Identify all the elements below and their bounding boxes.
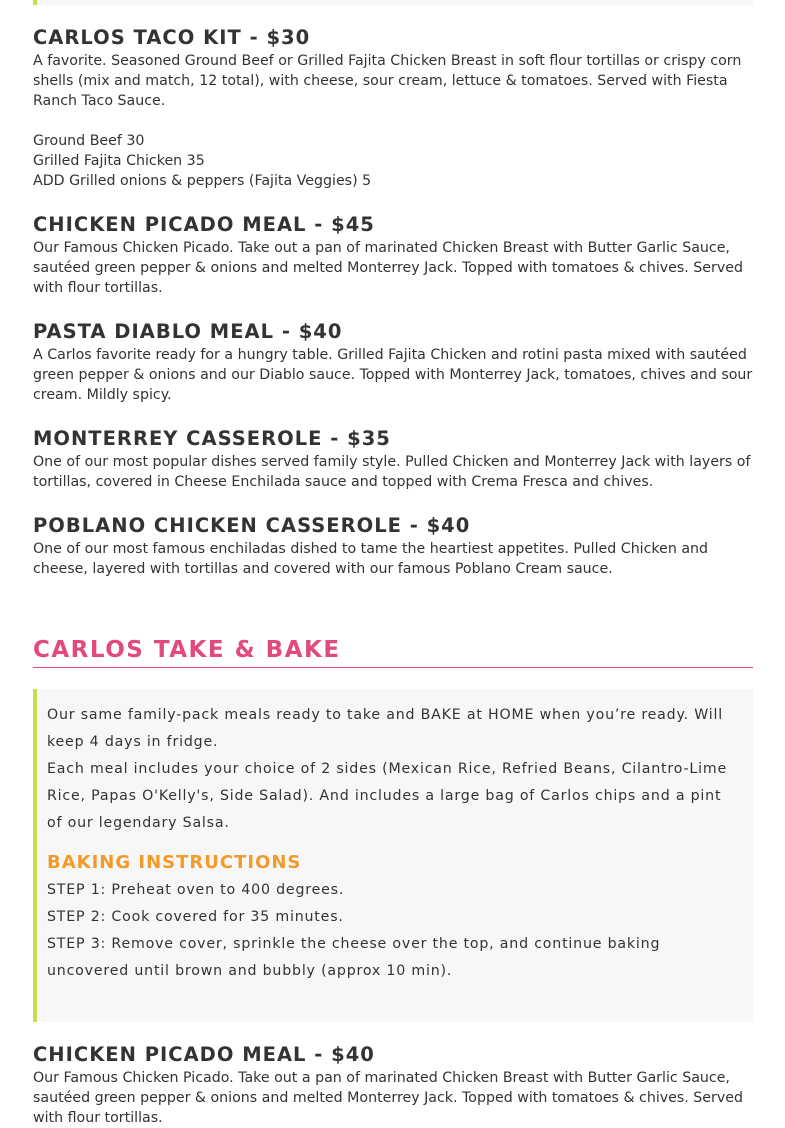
baking-step: STEP 3: Remove cover, sprinkle the cheese over the top, and continue baking uncovered until brown and bubbly (approx 10 min). — [47, 936, 661, 979]
menu-item-title: CHICKEN PICADO MEAL - $45 — [33, 213, 375, 236]
baking-steps — [47, 877, 753, 985]
menu-item-description: A Carlos favorite ready for a hungry table. Grilled Fajita Chicken and rotini pasta mixed with sautéed green pepper & onions and our Diablo sauce. Topped with Monterrey Jack, tomatoes, chives and sour cream. Mildly spicy. — [33, 347, 753, 403]
callout-intro: Our same family-pack meals ready to take and BAKE at HOME when you’re ready. Will keep 4 days in fridge. — [47, 707, 724, 750]
baking-instructions-heading: BAKING INSTRUCTIONS — [47, 852, 302, 873]
section-heading — [33, 636, 753, 668]
callout-sides: Each meal includes your choice of 2 sides (Mexican Rice, Refried Beans, Cilantro-Lime Rice, Papas O'Kelly's, Side Salad). And includes a large bag of Carlos chips and a pint of our legendary Salsa. — [47, 761, 727, 831]
menu-item-description: One of our most famous enchiladas dished to tame the heartiest appetites. Pulled Chicken and cheese, layered with tortillas and covered with our famous Poblano Cream sauce. — [33, 541, 709, 577]
menu-item-description: A favorite. Seasoned Ground Beef or Grilled Fajita Chicken Breast in soft flour tortillas or crispy corn shells (mix and match, 12 total), with cheese, sour cream, lettuce & tomatoes. Served with Fiesta Ranch Taco Sauce. — [33, 53, 742, 109]
menu-item-description: One of our most popular dishes served family style. Pulled Chicken and Monterrey Jack with layers of tortillas, covered in Cheese Enchilada sauce and topped with Crema Fresca and chives. — [33, 454, 751, 490]
menu-item-title: CHICKEN PICADO MEAL - $40 — [33, 1043, 375, 1066]
menu-item-title: POBLANO CHICKEN CASSEROLE - $40 — [33, 514, 471, 537]
price-option: Grilled Fajita Chicken 35 — [33, 153, 205, 169]
menu-item-title: MONTERREY CASSEROLE - $35 — [33, 427, 391, 450]
menu-item-description: Our Famous Chicken Picado. Take out a pan of marinated Chicken Breast with Butter Garlic Sauce, sautéed green pepper & onions and melted Monterrey Jack. Topped with tomatoes & chives. Served with flour tortillas. — [33, 240, 744, 296]
section-title-text: CARLOS TAKE & BAKE — [33, 637, 341, 663]
baking-step: STEP 2: Cook covered for 35 minutes. — [47, 909, 344, 925]
previous-callout-bottom — [33, 0, 753, 5]
menu-item-description: Our Famous Chicken Picado. Take out a pan of marinated Chicken Breast with Butter Garlic Sauce, sautéed green pepper & onions and melted Monterrey Jack. Topped with tomatoes & chives. Served with flour tortillas. — [33, 1070, 744, 1126]
price-option: Ground Beef 30 — [33, 133, 145, 149]
take-bake-callout — [33, 689, 753, 1022]
menu-item-title: CARLOS TACO KIT - $30 — [33, 26, 311, 49]
baking-step: STEP 1: Preheat oven to 400 degrees. — [47, 882, 345, 898]
menu-item-title: PASTA DIABLO MEAL - $40 — [33, 320, 343, 343]
price-option: ADD Grilled onions & peppers (Fajita Veggies) 5 — [33, 173, 372, 189]
